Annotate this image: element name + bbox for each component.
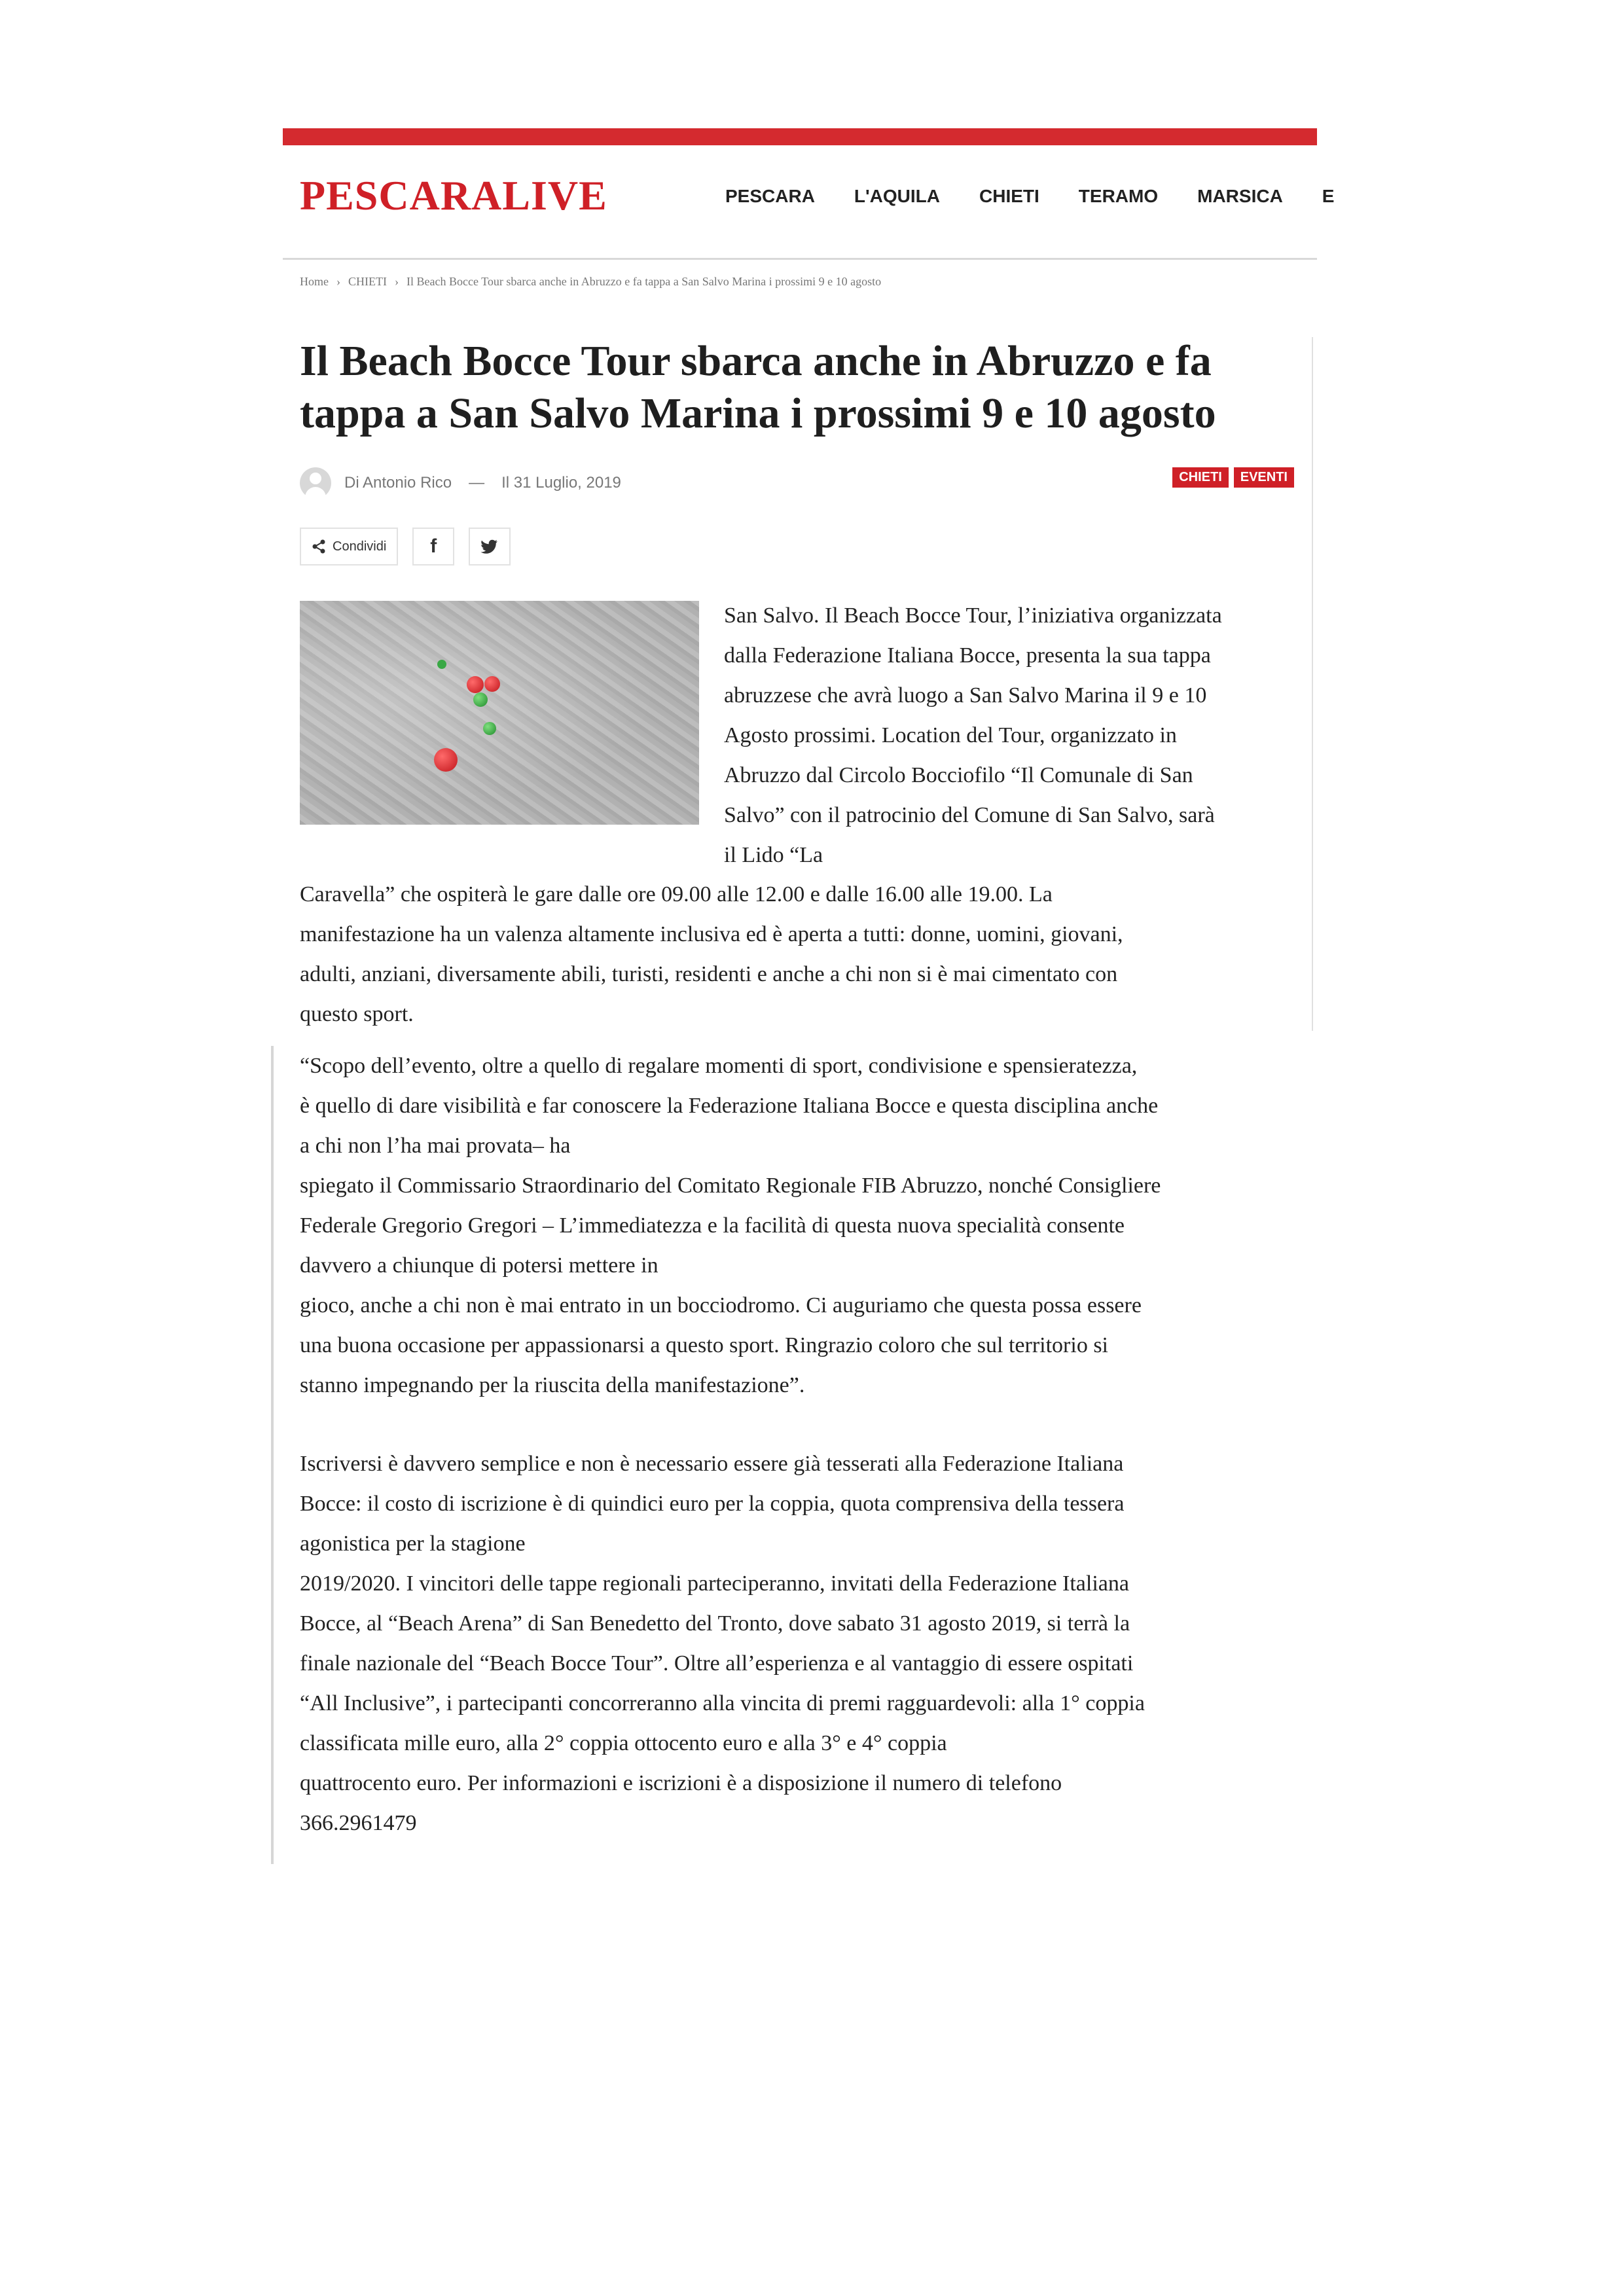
nav-item-chieti[interactable]: CHIETI — [979, 186, 1039, 206]
text-line: “All Inclusive”, i partecipanti concorreranno alla vincita di premi ragguardevoli: alla 1° coppia — [300, 1691, 1145, 1715]
text-line: Iscriversi è davvero semplice e non è necessario essere già tesserati alla Federazione Italiana — [300, 1452, 1124, 1476]
text-line: agonistica per la stagione — [300, 1532, 526, 1556]
article-image — [300, 601, 699, 825]
breadcrumb — [300, 275, 881, 289]
paragraph-1-continued — [300, 874, 1123, 1034]
nav-item-laquila[interactable]: L'AQUILA — [854, 186, 941, 206]
text-line: abruzzese che avrà luogo a San Salvo Marina il 9 e 10 — [724, 683, 1207, 708]
nav-item-marsica[interactable]: MARSICA — [1197, 186, 1283, 206]
content-right-border — [1312, 337, 1313, 1031]
article-tags — [1172, 467, 1294, 488]
text-line: quattrocento euro. Per informazioni e iscrizioni è a disposizione il numero di telefono — [300, 1771, 1062, 1795]
bocce-ball-red — [434, 748, 458, 772]
author-avatar — [300, 467, 331, 499]
bocce-ball-green — [483, 722, 496, 735]
main-nav — [725, 186, 1335, 207]
text-line: stanno impegnando per la riuscita della manifestazione”. — [300, 1373, 805, 1397]
facebook-icon: f — [430, 535, 437, 557]
text-line: Bocce: il costo di iscrizione è di quindici euro per la coppia, quota comprensiva della tessera — [300, 1492, 1125, 1516]
bocce-ball-red — [467, 676, 484, 693]
text-line: Agosto prossimi. Location del Tour, organizzato in — [724, 723, 1177, 747]
share-icon — [312, 539, 326, 554]
text-line: Caravella” che ospiterà le gare dalle ore 09.00 alle 12.00 e dalle 16.00 alle 19.00. La — [300, 882, 1053, 906]
text-line: davvero a chiunque di potersi mettere in — [300, 1253, 659, 1278]
twitter-share-button[interactable] — [469, 528, 511, 565]
article-title: Il Beach Bocce Tour sbarca anche in Abruzzo e fa tappa a San Salvo Marina i prossimi 9 e 10 agosto — [300, 337, 1216, 437]
author-name[interactable]: Di Antonio Rico — [344, 474, 452, 492]
text-line: finale nazionale del “Beach Bocce Tour”. Oltre all’esperienza e al vantaggio di essere ospitati — [300, 1651, 1134, 1676]
pallino-ball — [437, 660, 446, 669]
share-button[interactable] — [300, 528, 398, 565]
header-divider — [283, 258, 1317, 260]
breadcrumb-current: Il Beach Bocce Tour sbarca anche in Abruzzo e fa tappa a San Salvo Marina i prossimi 9 e 10 agosto — [406, 275, 882, 288]
text-line: spiegato il Commissario Straordinario del Comitato Regionale FIB Abruzzo, nonché Consigliere — [300, 1174, 1161, 1198]
tag-chieti[interactable]: CHIETI — [1172, 467, 1229, 488]
text-line: una buona occasione per appassionarsi a questo sport. Ringrazio coloro che sul territorio si — [300, 1333, 1108, 1357]
top-accent-bar — [283, 128, 1317, 145]
nav-item-teramo[interactable]: TERAMO — [1078, 186, 1159, 206]
meta-separator: — — [469, 474, 485, 492]
share-label: Condividi — [333, 539, 387, 554]
text-line: Federale Gregorio Gregori – L’immediatezza e la facilità di questa nuova specialità consente — [300, 1213, 1125, 1238]
text-line: a chi non l’ha mai provata– ha — [300, 1134, 571, 1158]
text-line: “Scopo dell’evento, oltre a quello di regalare momenti di sport, condivisione e spensieratezza, — [300, 1054, 1138, 1078]
text-line: manifestazione ha un valenza altamente inclusiva ed è aperta a tutti: donne, uomini, giovani, — [300, 922, 1123, 946]
article-meta — [300, 467, 621, 499]
paragraph-3 — [300, 1444, 1145, 1843]
text-line: è quello di dare visibilità e far conoscere la Federazione Italiana Bocce e questa disciplina anche — [300, 1094, 1159, 1118]
breadcrumb-separator: › — [336, 275, 340, 288]
share-bar — [300, 528, 511, 565]
breadcrumb-home[interactable]: Home — [300, 275, 329, 288]
text-line: classificata mille euro, alla 2° coppia ottocento euro e alla 3° e 4° coppia — [300, 1731, 947, 1755]
facebook-share-button[interactable] — [412, 528, 454, 565]
paragraph-2 — [300, 1046, 1161, 1405]
tag-eventi[interactable]: EVENTI — [1234, 467, 1294, 488]
text-line: San Salvo. Il Beach Bocce Tour, l’iniziativa organizzata — [724, 603, 1222, 628]
site-logo[interactable]: PESCARALIVE — [300, 172, 607, 219]
twitter-icon — [481, 539, 498, 554]
nav-item-pescara[interactable]: PESCARA — [725, 186, 815, 206]
text-line: Salvo” con il patrocinio del Comune di San Salvo, sarà — [724, 803, 1215, 827]
content-left-border — [271, 1046, 274, 1864]
text-line: Bocce, al “Beach Arena” di San Benedetto del Tronto, dove sabato 31 agosto 2019, si terrà la — [300, 1611, 1130, 1636]
publish-date: Il 31 Luglio, 2019 — [501, 474, 621, 492]
breadcrumb-section[interactable]: CHIETI — [348, 275, 387, 288]
breadcrumb-separator: › — [394, 275, 399, 288]
nav-item-more[interactable]: E — [1322, 186, 1335, 206]
text-line: 2019/2020. I vincitori delle tappe regionali parteciperanno, invitati della Federazione Italiana — [300, 1571, 1129, 1596]
text-line: gioco, anche a chi non è mai entrato in un bocciodromo. Ci auguriamo che questa possa essere — [300, 1293, 1142, 1318]
text-line: il Lido “La — [724, 843, 823, 867]
bocce-ball-red — [484, 676, 500, 692]
text-line: Abruzzo dal Circolo Bocciofilo “Il Comunale di San — [724, 763, 1193, 787]
text-line: dalla Federazione Italiana Bocce, presenta la sua tappa — [724, 643, 1211, 668]
text-line: adulti, anziani, diversamente abili, turisti, residenti e anche a chi non si è mai cimentato con — [300, 962, 1118, 986]
bocce-ball-green — [473, 692, 488, 707]
paragraph-1-wrapped — [724, 596, 1222, 875]
text-line: 366.2961479 — [300, 1811, 417, 1835]
text-line: questo sport. — [300, 1002, 414, 1026]
